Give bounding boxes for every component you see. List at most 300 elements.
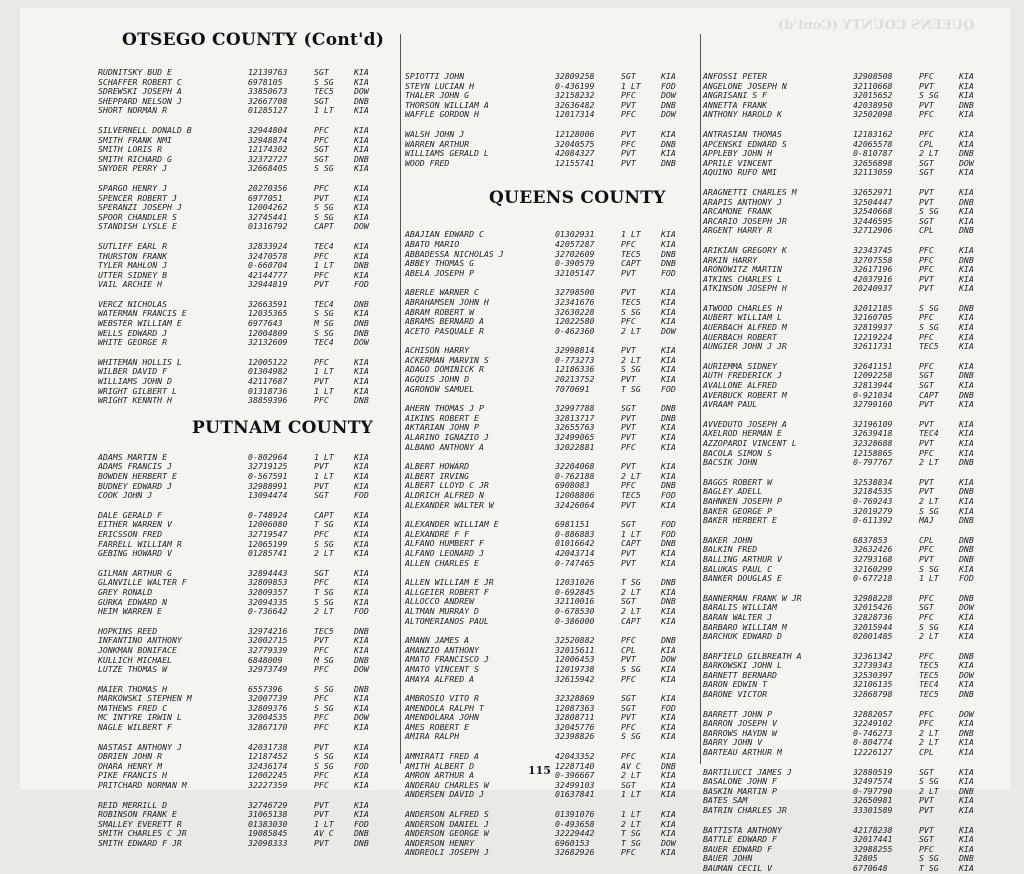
soldier-name: ALDRICH ALFRED N (405, 490, 484, 500)
roster-group (703, 362, 1005, 410)
status: DNB (354, 327, 369, 338)
status: DNB (661, 403, 676, 414)
soldier-name: GREY RONALD (98, 586, 153, 597)
status: FOD (354, 760, 369, 771)
rank: PVT (621, 128, 636, 139)
rank: S SG (919, 563, 939, 574)
rank: TEC4 (314, 298, 334, 309)
status: DOW (661, 837, 676, 848)
rank: S SG (919, 90, 939, 101)
roster-group (703, 536, 1005, 584)
soldier-name: AVRAAM PAUL (703, 399, 758, 410)
soldier-name: BATES SAM (703, 795, 748, 806)
rank: 1 LT (314, 451, 334, 462)
status: KIA (959, 438, 974, 448)
rank: PFC (314, 722, 329, 733)
soldier-name: ARCARIO JOSEPH JR (703, 215, 787, 226)
service-number: 6837853 (853, 534, 888, 545)
service-number: 32719125 (248, 461, 288, 472)
rank: CPL (919, 225, 934, 236)
status: KIA (354, 182, 369, 193)
rank: 2 LT (621, 818, 641, 829)
soldier-name: ACHISON HARRY (405, 345, 470, 356)
roster-row (405, 159, 707, 169)
service-number: 0-611392 (853, 515, 893, 526)
status: KIA (354, 269, 369, 280)
bleed-through-text: QUEENS COUNTY (Cont'd) (778, 18, 975, 33)
service-number: 33301589 (853, 805, 893, 815)
rank: PFC (314, 395, 329, 406)
roster-group (405, 130, 707, 168)
rank: 1 LT (314, 818, 334, 829)
status: DNB (661, 157, 676, 168)
rank: PFC (621, 441, 636, 452)
soldier-name: AMENDOLA RALPH T (405, 702, 484, 713)
soldier-name: WILLIAMS JOHN D (98, 376, 172, 387)
soldier-name: BAUER JOHN (703, 853, 753, 864)
status: FOD (661, 528, 676, 539)
status: DNB (959, 534, 974, 545)
service-number: 12006453 (555, 654, 595, 665)
roster-group (405, 578, 707, 626)
status: KIA (661, 296, 676, 307)
soldier-name: PIKE FRANCIS H (98, 770, 168, 781)
soldier-name: AIKINS ROBERT E (405, 412, 479, 423)
soldier-name: BARTILUCCI JAMES J (703, 766, 792, 777)
soldier-name: SHORT NORMAN R (98, 105, 168, 116)
soldier-name: ANDERSON DANIEL J (405, 818, 489, 829)
status: KIA (959, 718, 974, 729)
soldier-name: ALFANO LEONARD J (405, 547, 484, 558)
service-number: 12002245 (248, 770, 288, 781)
roster-group (405, 752, 707, 800)
roster-row (98, 665, 400, 675)
status: DNB (661, 138, 676, 149)
status: KIA (959, 264, 974, 275)
status: KIA (354, 308, 369, 319)
soldier-name: JONKMAN BONIFACE (98, 644, 177, 655)
soldier-name: FARRELL WILLIAM R (98, 538, 182, 549)
service-number: 32497574 (853, 776, 893, 787)
service-number: 6908083 (555, 480, 590, 491)
service-number: 0-746273 (853, 727, 893, 738)
roster-row (703, 806, 1005, 816)
rank: 2 LT (919, 785, 939, 796)
soldier-name: SMITH CHARLES C JR (98, 828, 187, 839)
service-number: 0-769243 (853, 495, 893, 506)
service-number: 31065138 (248, 809, 288, 820)
service-number: 32504447 (853, 196, 893, 207)
status: KIA (354, 76, 369, 87)
soldier-name: SPERANZI JOSEPH J (98, 202, 182, 213)
service-number: 12022580 (555, 316, 595, 327)
soldier-name: BANNERMAN FRANK W JR (703, 592, 802, 603)
soldier-name: GEBING HOWARD V (98, 548, 172, 559)
soldier-name: GURKA EDWARD N (98, 596, 168, 607)
service-number: 32007739 (248, 693, 288, 704)
service-number: 7070691 (555, 383, 590, 394)
service-number: 6981151 (555, 519, 590, 530)
soldier-name: AKTARIAN JOHN P (405, 422, 479, 433)
soldier-name: AVVEDUTO JOSEPH A (703, 418, 787, 429)
soldier-name: ALARINO IGNAZIO J (405, 432, 489, 443)
service-number: 32867170 (248, 722, 288, 733)
rank: TEC4 (919, 428, 939, 439)
status: FOD (661, 519, 676, 530)
service-number: 32944819 (248, 279, 288, 290)
rank: PFC (314, 712, 329, 723)
roster-row (98, 338, 400, 348)
service-number: 0-678530 (555, 605, 595, 616)
service-number: 0-396667 (555, 770, 595, 781)
status: KIA (661, 721, 676, 732)
rank: PVT (621, 557, 636, 568)
service-number: 32372727 (248, 153, 288, 164)
roster-group (98, 453, 400, 501)
soldier-name: HEIM WARREN E (98, 606, 163, 617)
soldier-name: AMANN JAMES A (405, 635, 470, 646)
status: FOD (354, 490, 369, 501)
service-number: 32908508 (853, 71, 893, 81)
rank: T SG (621, 383, 641, 394)
rank: PVT (621, 412, 636, 423)
service-number: 32819937 (853, 322, 893, 333)
soldier-name: BALUKAS PAUL C (703, 563, 773, 574)
service-number: 32948874 (248, 134, 288, 145)
roster-group (703, 594, 1005, 642)
roster-group (98, 242, 400, 290)
status: DNB (661, 596, 676, 607)
service-number: 0-810787 (853, 148, 893, 159)
roster-group (98, 801, 400, 849)
status: DNB (354, 260, 369, 271)
service-number: 0-773273 (555, 354, 595, 365)
status: KIA (959, 447, 974, 458)
service-number: 0-660704 (248, 260, 288, 271)
status: DNB (959, 689, 974, 700)
roster-row (703, 110, 1005, 120)
service-number: 0-736642 (248, 606, 288, 617)
rank: PVT (621, 422, 636, 433)
status: KIA (354, 567, 369, 578)
service-number: 12035365 (248, 308, 288, 319)
roster-group (703, 246, 1005, 294)
roster-row (405, 559, 707, 569)
service-number: 0-762188 (555, 470, 595, 481)
rank: T SG (621, 837, 641, 848)
rank: M SG (314, 318, 334, 329)
status: KIA (354, 799, 369, 810)
service-number: 32809376 (248, 702, 288, 713)
soldier-name: WARREN ARTHUR (405, 138, 470, 149)
status: KIA (959, 90, 974, 101)
service-number: 32132609 (248, 337, 288, 348)
soldier-name: NASTASI ANTHONY J (98, 741, 182, 752)
rank: 2 LT (919, 631, 939, 642)
rank: SGT (314, 567, 329, 578)
soldier-name: BAGGS ROBERT W (703, 476, 773, 487)
soldier-name: ACETO PASQUALE R (405, 325, 484, 336)
status: DNB (661, 577, 676, 588)
soldier-name: OBRIEN JOHN R (98, 751, 163, 762)
service-number: 32426064 (555, 499, 595, 510)
rank: 2 LT (314, 606, 334, 617)
rank: MAJ (919, 515, 934, 526)
service-number: 32779339 (248, 644, 288, 655)
rank: PVT (314, 635, 329, 646)
soldier-name: NAGLE WILBERT F (98, 722, 172, 733)
soldier-name: AMIRA RALPH (405, 731, 460, 742)
status: DNB (959, 486, 974, 497)
service-number: 32015652 (853, 90, 893, 101)
soldier-name: ARGENT HARRY R (703, 225, 773, 236)
roster-row (98, 396, 400, 406)
soldier-name: SUTLIFF EARL R (98, 240, 168, 251)
service-number: 32113059 (853, 167, 893, 178)
soldier-name: ABAJIAN EDWARD C (405, 229, 484, 240)
roster-group (405, 404, 707, 452)
service-number: 42057287 (555, 238, 595, 249)
soldier-name: WATERMAN FRANCIS E (98, 308, 187, 319)
status: DNB (661, 480, 676, 491)
soldier-name: ANGRISANI S F (703, 90, 768, 101)
service-number: 0-692845 (555, 586, 595, 597)
service-number: 12019738 (555, 663, 595, 674)
soldier-name: MATHEWS FRED C (98, 702, 168, 713)
status: DNB (354, 298, 369, 309)
soldier-name: ATKINSON JOSEPH H (703, 283, 787, 294)
rank: TEC5 (621, 296, 641, 307)
rank: PFC (621, 635, 636, 646)
service-number: 01318736 (248, 385, 288, 396)
roster-group (98, 184, 400, 232)
soldier-name: BAKER HERBERT E (703, 515, 777, 526)
rank: SGT (621, 71, 636, 81)
roster-row (98, 723, 400, 733)
roster-row (703, 574, 1005, 584)
status: DNB (959, 650, 974, 661)
service-number: 6977643 (248, 318, 283, 329)
soldier-name: AUERBACH ALFRED M (703, 322, 787, 333)
soldier-name: BAHNKEN JOSEPH P (703, 495, 782, 506)
status: KIA (661, 663, 676, 674)
status: FOD (661, 702, 676, 713)
status: DNB (959, 592, 974, 603)
rank: 2 LT (919, 727, 939, 738)
status: KIA (959, 80, 974, 91)
roster-group (703, 768, 1005, 816)
rank: PFC (314, 124, 329, 135)
rank: AV C (314, 828, 334, 839)
rank: T SG (621, 828, 641, 839)
service-number: 32809258 (555, 71, 595, 81)
rank: PFC (314, 528, 329, 539)
rank: PVT (621, 99, 636, 110)
roster-group (405, 72, 707, 120)
rank: S SG (314, 751, 334, 762)
status: KIA (959, 563, 974, 574)
soldier-name: SPENCER ROBERT J (98, 192, 177, 203)
service-number: 32799160 (853, 399, 893, 410)
rank: PVT (919, 476, 934, 487)
soldier-name: AUERBACH ROBERT (703, 331, 777, 342)
service-number: 42043352 (555, 751, 595, 762)
soldier-name: ABRAHAMSEN JOHN H (405, 296, 489, 307)
status: DNB (959, 389, 974, 400)
status: KIA (661, 751, 676, 762)
status: KIA (661, 238, 676, 249)
soldier-name: ABRAM ROBERT W (405, 306, 475, 317)
roster-row (703, 458, 1005, 468)
status: KIA (354, 780, 369, 791)
status: KIA (354, 385, 369, 396)
service-number: 12219224 (853, 331, 893, 342)
roster-group (98, 358, 400, 406)
status: KIA (959, 283, 974, 294)
service-number: 42084327 (555, 148, 595, 159)
soldier-name: BARNETT BERNARD (703, 669, 777, 680)
service-number: 32798500 (555, 287, 595, 298)
status: KIA (354, 528, 369, 539)
service-number: 42037916 (853, 273, 893, 284)
soldier-name: EITHER WARREN V (98, 519, 172, 530)
roster-group (703, 130, 1005, 178)
rank: 2 LT (919, 737, 939, 748)
service-number: 12031026 (555, 577, 595, 588)
service-number: 32502098 (853, 109, 893, 120)
soldier-name: BARCHUK EDWARD D (703, 631, 782, 642)
rank: PFC (621, 480, 636, 491)
status: KIA (959, 476, 974, 487)
rank: SGT (314, 144, 329, 155)
soldier-name: BARTEAU ARTHUR M (703, 747, 782, 758)
service-number: 12174302 (248, 144, 288, 155)
status: KIA (959, 322, 974, 333)
status: KIA (661, 432, 676, 443)
status: KIA (661, 605, 676, 616)
rank: PVT (919, 196, 934, 207)
rank: PVT (919, 283, 934, 294)
soldier-name: ARONOWITZ MARTIN (703, 264, 782, 275)
column-divider (400, 34, 401, 764)
soldier-name: ALEXANDRE F F (405, 528, 470, 539)
roster-row (405, 327, 707, 337)
status: KIA (354, 376, 369, 387)
status: KIA (959, 428, 974, 439)
status: KIA (354, 211, 369, 222)
rank: PFC (621, 751, 636, 762)
status: KIA (354, 105, 369, 116)
soldier-name: BARRETT JOHN P (703, 708, 773, 719)
status: KIA (661, 693, 676, 704)
status: DNB (354, 654, 369, 665)
status: KIA (959, 834, 974, 845)
rank: PVT (314, 809, 329, 820)
service-number: 12155741 (555, 157, 595, 168)
status: KIA (959, 621, 974, 632)
soldier-name: INFANTINO ANTHONY (98, 635, 182, 646)
rank: T SG (919, 862, 939, 873)
service-number: 32106135 (853, 679, 893, 690)
soldier-name: TYLER MAHLON J (98, 260, 168, 271)
status: FOD (354, 606, 369, 617)
service-number: 32530397 (853, 669, 893, 680)
rank: SGT (621, 779, 636, 790)
service-number: 6848009 (248, 654, 283, 665)
service-number: 32639418 (853, 428, 893, 439)
rank: PVT (919, 438, 934, 448)
rank: PVT (919, 486, 934, 497)
status: DNB (959, 148, 974, 159)
status: FOD (661, 267, 676, 278)
roster-row (405, 443, 707, 453)
roster-group (405, 636, 707, 684)
soldier-name: ALBERT IRVING (405, 470, 470, 481)
status: KIA (354, 751, 369, 762)
roster-row (405, 269, 707, 279)
service-number: 32793168 (853, 553, 893, 564)
soldier-name: SILVERNELL DONALD B (98, 124, 192, 135)
service-number: 12008806 (555, 490, 595, 500)
soldier-name: ARAPIS ANTHONY J (703, 196, 782, 207)
soldier-name: AGQUIS JOHN D (405, 374, 470, 385)
rank: PFC (621, 316, 636, 327)
roster-row (405, 110, 707, 120)
soldier-name: AMBROSIO VITO R (405, 693, 479, 704)
rank: PFC (314, 250, 329, 261)
rank: PVT (919, 418, 934, 429)
soldier-name: SHEPPARD NELSON J (98, 95, 182, 106)
rank: SGT (621, 702, 636, 713)
status: DOW (354, 86, 369, 97)
roster-group (405, 288, 707, 336)
rank: PFC (314, 134, 329, 145)
service-number: 32813717 (555, 412, 595, 423)
rank: CAPT (621, 538, 641, 549)
status: KIA (661, 779, 676, 790)
service-number: 32880519 (853, 766, 893, 777)
soldier-name: ACKERMAN MARVIN S (405, 354, 489, 365)
soldier-name: ARIKIAN GREGORY K (703, 244, 787, 255)
service-number: 32015426 (853, 602, 893, 613)
service-number: 32160299 (853, 563, 893, 574)
rank: PVT (621, 461, 636, 472)
soldier-name: ANTHONY HAROLD K (703, 109, 782, 120)
rank: S SG (621, 306, 641, 317)
status: KIA (959, 505, 974, 516)
soldier-name: BARONE VICTOR (703, 689, 768, 700)
service-number: 32249102 (853, 718, 893, 729)
service-number: 12226127 (853, 747, 893, 758)
roster-group (703, 420, 1005, 468)
service-number: 42117687 (248, 376, 288, 387)
rank: TEC5 (621, 490, 641, 500)
soldier-name: WELLS EDWARD J (98, 327, 168, 338)
soldier-name: BARAN WALTER J (703, 611, 773, 622)
service-number: 12005122 (248, 356, 288, 367)
soldier-name: ALBANO ANTHONY A (405, 441, 484, 452)
soldier-name: AMITH ALBERT D (405, 760, 475, 771)
rank: 2 LT (621, 325, 641, 336)
status: KIA (661, 828, 676, 839)
service-number: 33850673 (248, 86, 288, 97)
service-number: 12004809 (248, 327, 288, 338)
rank: 1 LT (621, 80, 641, 91)
rank: PVT (314, 279, 329, 290)
soldier-name: ALBERT HOWARD (405, 461, 470, 472)
service-number: 32745441 (248, 211, 288, 222)
rank: PVT (621, 547, 636, 558)
